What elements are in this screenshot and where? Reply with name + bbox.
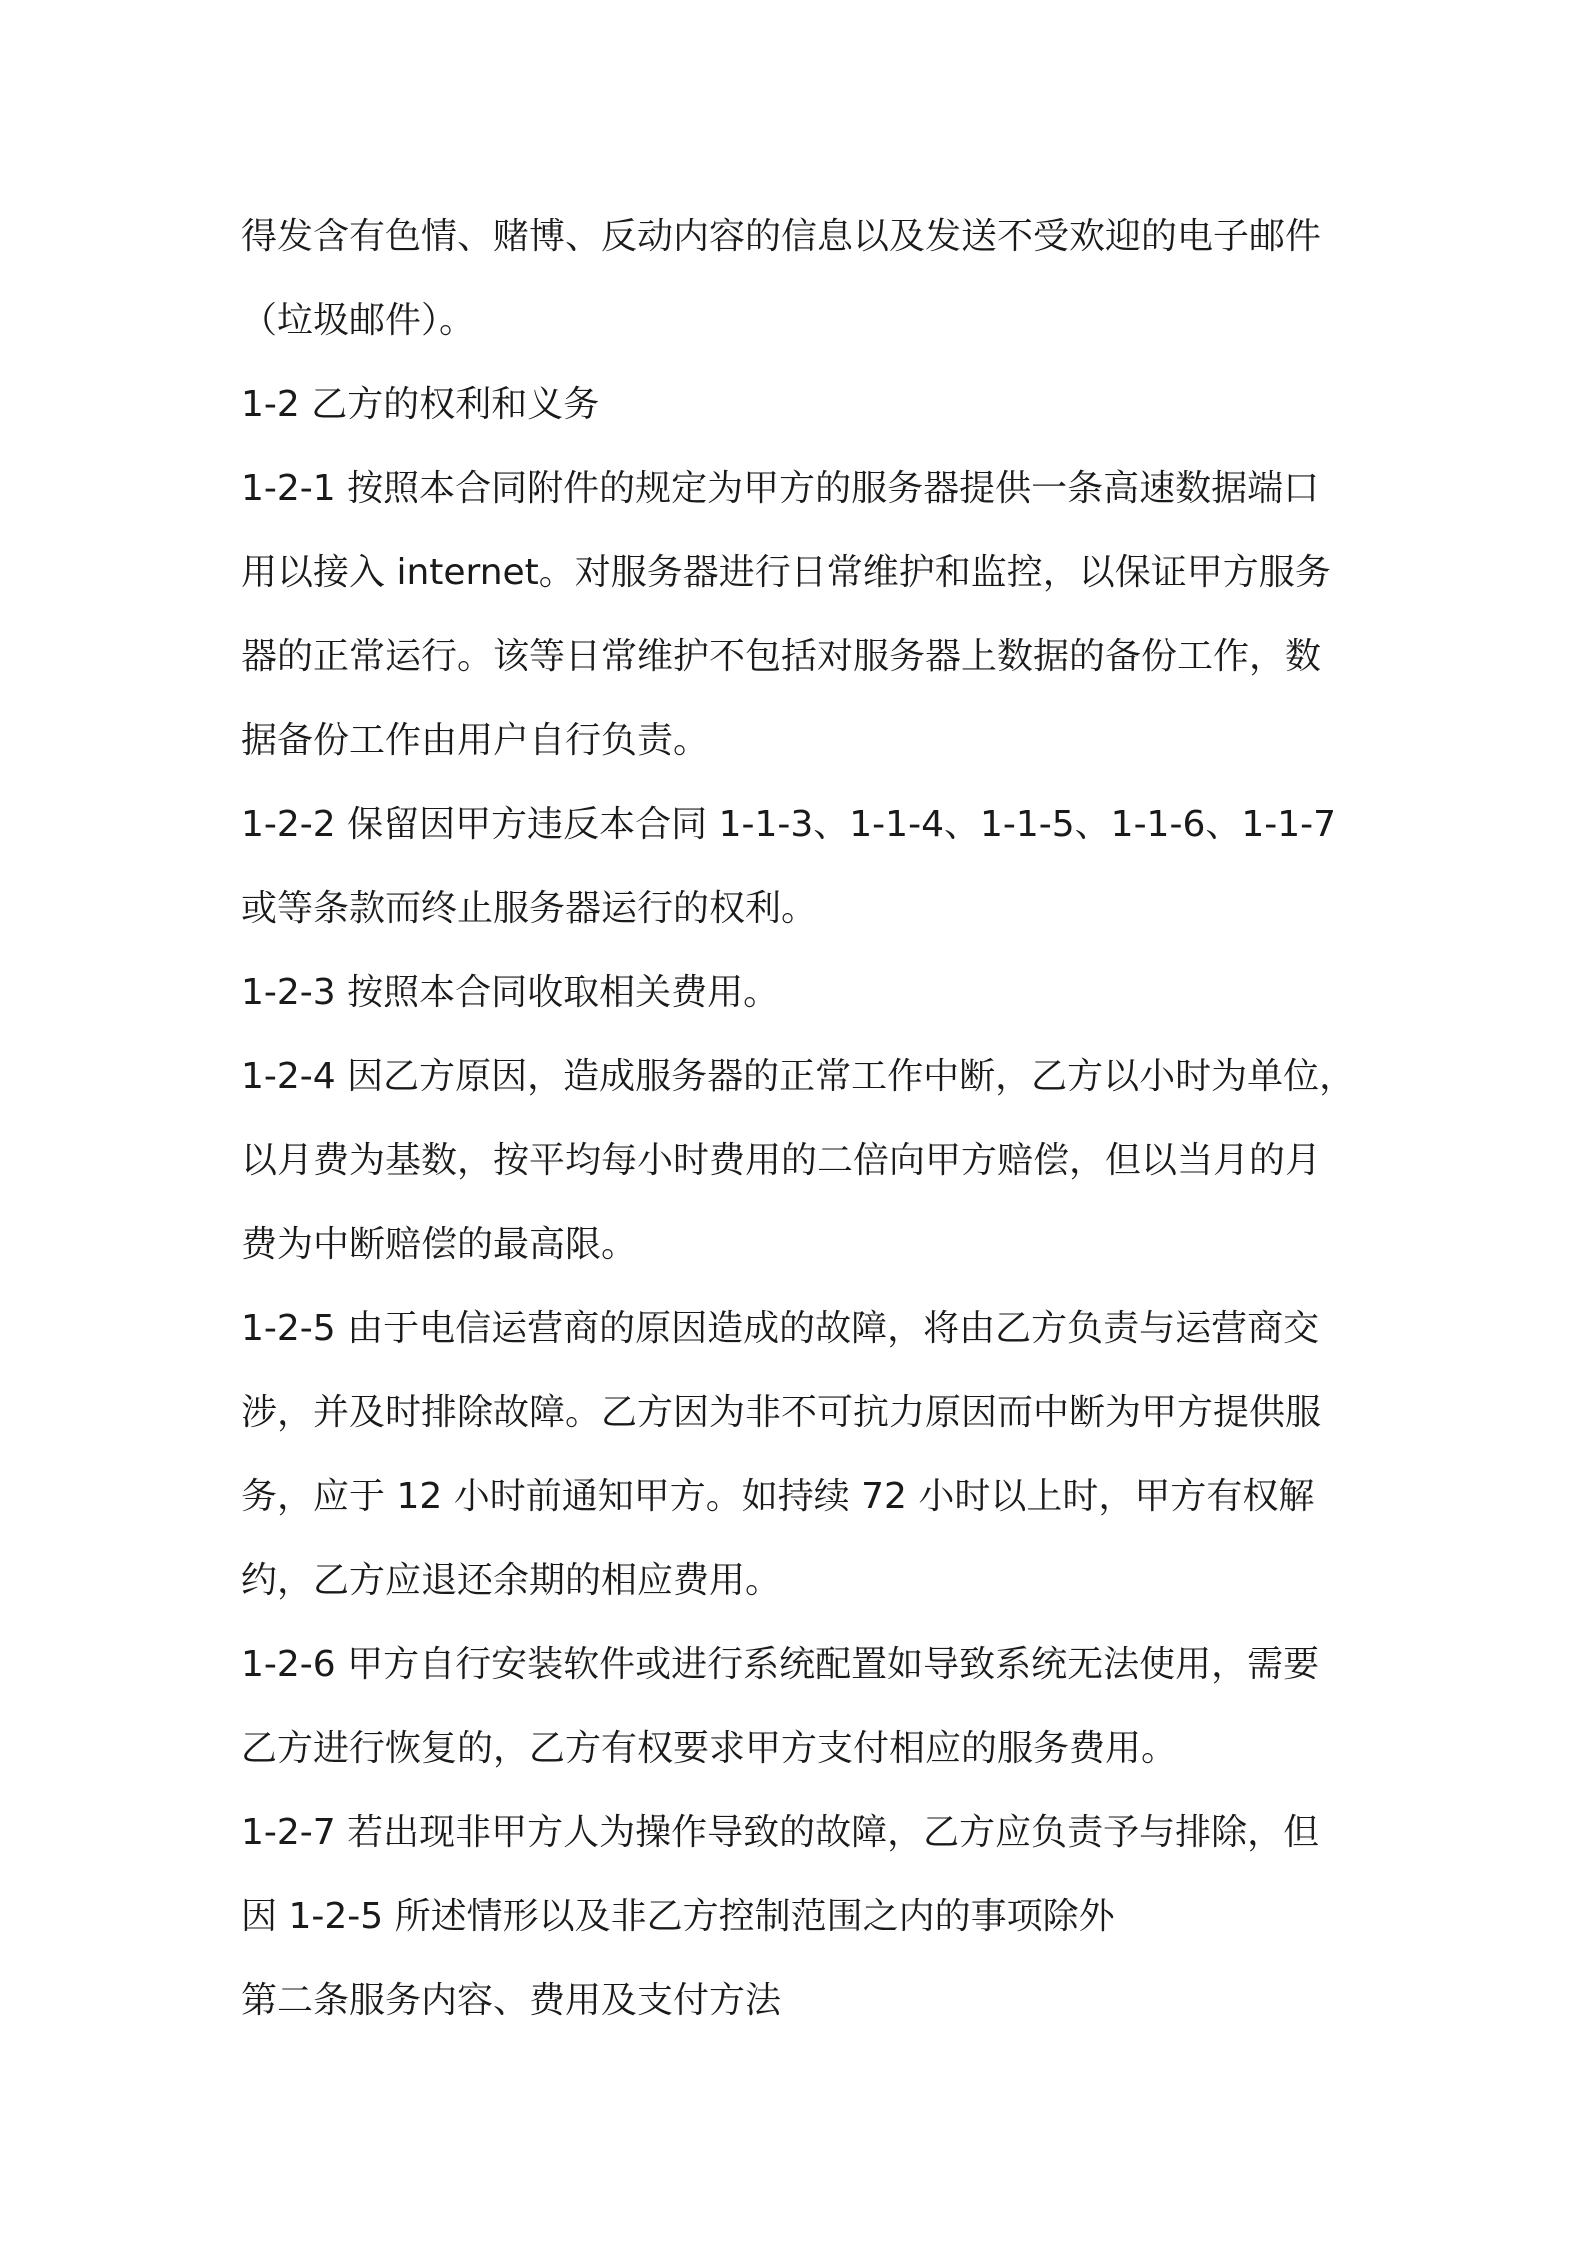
- text-line: 器的正常运行。该等日常维护不包括对服务器上数据的备份工作，数: [241, 636, 1322, 677]
- text-line: 费为中断赔偿的最高限。: [241, 1224, 638, 1265]
- article-heading: 第二条服务内容、费用及支付方法: [241, 1980, 782, 2021]
- text-line: 得发含有色情、赌博、反动内容的信息以及发送不受欢迎的电子邮件: [241, 216, 1322, 257]
- text-line: 涉，并及时排除故障。乙方因为非不可抗力原因而中断为甲方提供服: [241, 1392, 1322, 1433]
- clause-1-2-7: 1-2-7 若出现非甲方人为操作导致的故障，乙方应负责予与排除，但: [241, 1812, 1320, 1853]
- text-line: 或等条款而终止服务器运行的权利。: [241, 888, 818, 929]
- text-line: 以月费为基数，按平均每小时费用的二倍向甲方赔偿，但以当月的月: [241, 1140, 1322, 1181]
- text-line: 乙方进行恢复的，乙方有权要求甲方支付相应的服务费用。: [241, 1728, 1178, 1769]
- text-line: 务，应于 12 小时前通知甲方。如持续 72 小时以上时，甲方有权解: [241, 1476, 1315, 1517]
- document-body: [241, 195, 1361, 2043]
- clause-1-2-5: 1-2-5 由于电信运营商的原因造成的故障，将由乙方负责与运营商交: [241, 1308, 1320, 1349]
- clause-1-2-6: 1-2-6 甲方自行安装软件或进行系统配置如导致系统无法使用，需要: [241, 1644, 1320, 1685]
- text-line: 因 1-2-5 所述情形以及非乙方控制范围之内的事项除外: [241, 1896, 1115, 1937]
- clause-1-2-3: 1-2-3 按照本合同收取相关费用。: [241, 972, 780, 1013]
- text-line: 用以接入 internet。对服务器进行日常维护和监控，以保证甲方服务: [241, 552, 1331, 593]
- clause-1-2-4: 1-2-4 因乙方原因，造成服务器的正常工作中断，乙方以小时为单位，: [241, 1056, 1356, 1097]
- clause-1-2-1: 1-2-1 按照本合同附件的规定为甲方的服务器提供一条高速数据端口: [241, 468, 1320, 509]
- section-heading: 1-2 乙方的权利和义务: [241, 384, 600, 425]
- text-line: 据备份工作由用户自行负责。: [241, 720, 710, 761]
- clause-1-2-2: 1-2-2 保留因甲方违反本合同 1-1-3、1-1-4、1-1-5、1-1-6、1-1-7: [241, 804, 1337, 845]
- text-line: （垃圾邮件）。: [241, 300, 476, 341]
- text-line: 约，乙方应退还余期的相应费用。: [241, 1560, 782, 1601]
